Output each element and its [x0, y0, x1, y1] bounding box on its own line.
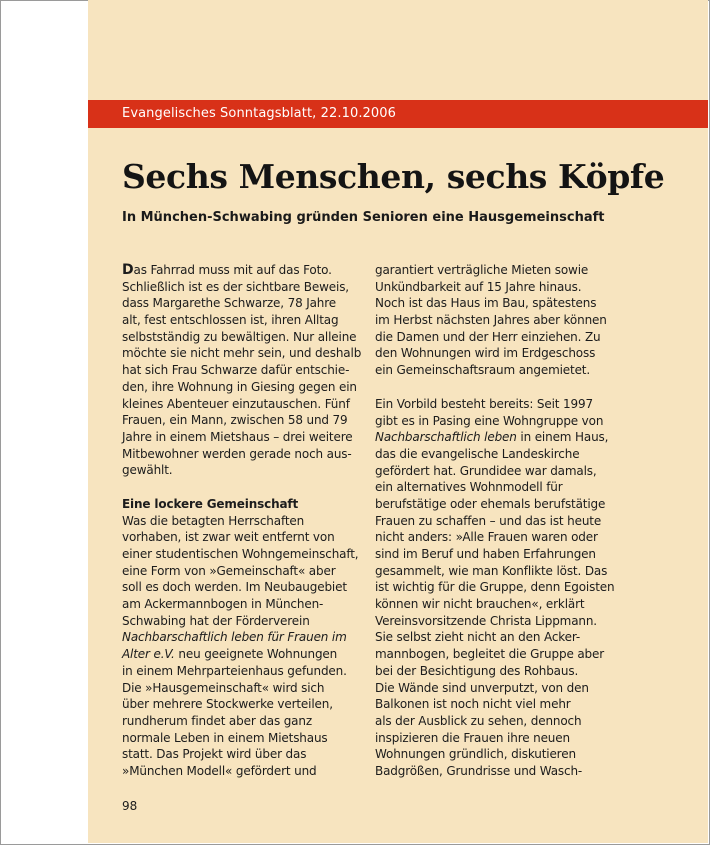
text-line [375, 429, 620, 446]
text-line: Frauen, ein Mann, zwischen 58 und 79 [122, 413, 348, 428]
text-line: Noch ist das Haus im Bau, spätestens [375, 296, 597, 311]
text-line: können wir nicht brauchen«, erklärt [375, 597, 585, 612]
text-line: Was die betagten Herrschaften [122, 513, 305, 528]
text-line: Sie selbst zieht nicht an den Acker- [375, 630, 581, 645]
paragraph-gap [122, 479, 360, 496]
text-line: über mehrere Stockwerke verteilen, [122, 697, 333, 712]
text-line: soll es doch werden. Im Neubaugebiet [122, 580, 347, 595]
right-column [375, 262, 620, 780]
text-line [122, 262, 360, 279]
text-line: inspizieren die Frauen ihre neuen [375, 730, 570, 745]
article-subtitle: In München-Schwabing gründen Senioren eine Hausgemeinschaft [122, 210, 605, 225]
text-line: Mitbewohner werden gerade noch aus- [122, 446, 352, 461]
text-line: in einem Mehrparteienhaus gefunden. [122, 663, 347, 678]
text-line: mannbogen, begleitet die Gruppe aber [375, 647, 605, 662]
text-line: das die evangelische Landeskirche [375, 446, 580, 461]
text-line: sind im Beruf und haben Erfahrungen [375, 547, 596, 561]
text-line: Balkonen ist noch nicht viel mehr [375, 697, 571, 712]
text-line-italic: Nachbarschaftlich leben für Frauen im [122, 630, 347, 645]
text-line: rundherum findet aber das ganz [122, 713, 312, 728]
article-title: Sechs Menschen, sechs Köpfe [122, 157, 665, 196]
text-line-rest: in einem Haus, [516, 430, 609, 445]
text-line: die Damen und der Herr einziehen. Zu [375, 329, 601, 344]
italic-fragment: Nachbarschaftlich leben [375, 430, 517, 445]
drop-cap: D [122, 262, 134, 278]
text-line: ein Gemeinschaftsraum angemietet. [375, 363, 591, 378]
source-banner-text: Evangelisches Sonntagsblatt, 22.10.2006 [122, 106, 397, 121]
text-line: Vereinsvorsitzende Christa Lippmann. [375, 613, 597, 628]
text-line: alt, fest entschlossen ist, ihren Alltag [122, 313, 339, 328]
left-column [122, 262, 360, 780]
text-line: Wohnungen gründlich, diskutieren [375, 747, 576, 762]
section-heading: Eine lockere Gemeinschaft [122, 496, 299, 511]
text-line: Badgrößen, Grundrisse und Wasch- [375, 763, 583, 778]
text-line: gesammelt, wie man Konflikte löst. Das [375, 563, 608, 578]
text-line: bei der Besichtigung des Rohbaus. [375, 663, 579, 678]
text-line: Ein Vorbild besteht bereits: Seit 1997 [375, 396, 593, 411]
text-line: selbstständig zu bewältigen. Nur alleine [122, 329, 357, 344]
text-line: »München Modell« gefördert und [122, 763, 317, 778]
text-line: statt. Das Projekt wird über das [122, 747, 307, 762]
text-line: vorhaben, ist zwar weit entfernt von [122, 530, 335, 545]
text-line: möchte sie nicht mehr sein, und deshalb [122, 346, 362, 361]
text-line: den, ihre Wohnung in Giesing gegen ein [122, 379, 357, 394]
text-line: kleines Abenteuer einzutauschen. Fünf [122, 396, 350, 411]
text-line: den Wohnungen wird im Erdgeschoss [375, 346, 596, 361]
text-line-rest: as Fahrrad muss mit auf das Foto. [133, 263, 332, 277]
text-line: Schließlich ist es der sichtbare Beweis, [122, 279, 349, 294]
text-line: ein alternatives Wohnmodell für [375, 480, 563, 495]
text-line: im Herbst nächsten Jahres aber können [375, 313, 607, 328]
text-line: eine Form von »Gemeinschaft« aber [122, 563, 336, 578]
text-line: Die Wände sind unverputzt, von den [375, 680, 589, 695]
text-line: gefördert hat. Grundidee war damals, [375, 463, 597, 478]
text-line: hat sich Frau Schwarze dafür entschie- [122, 363, 350, 378]
text-line: am Ackermannbogen in München- [122, 597, 324, 612]
text-line: als der Ausblick zu sehen, dennoch [375, 713, 582, 728]
text-line: normale Leben in einem Mietshaus [122, 730, 328, 745]
text-line: gibt es in Pasing eine Wohngruppe von [375, 413, 604, 428]
text-line: Schwabing hat der Förderverein [122, 613, 310, 628]
text-line: Unkündbarkeit auf 15 Jahre hinaus. [375, 279, 582, 294]
italic-fragment: Alter e.V. [122, 647, 175, 662]
text-line: dass Margarethe Schwarze, 78 Jahre [122, 296, 337, 311]
text-line: ist wichtig für die Gruppe, denn Egoisten [375, 580, 615, 595]
text-line: nicht anders: »Alle Frauen waren oder [375, 530, 598, 545]
text-line: gewählt. [122, 463, 173, 478]
text-line [122, 646, 360, 663]
text-line: Die »Hausgemeinschaft« wird sich [122, 680, 325, 695]
text-line: einer studentischen Wohngemeinschaft, [122, 547, 359, 561]
paragraph-gap [375, 379, 620, 396]
text-line: Frauen zu schaffen – und das ist heute [375, 513, 602, 528]
text-line: Jahre in einem Mietshaus – drei weitere [122, 429, 353, 444]
text-line: garantiert verträgliche Mieten sowie [375, 263, 589, 277]
text-line: berufstätige oder ehemals berufstätige [375, 496, 606, 511]
page-number: 98 [122, 799, 138, 813]
text-line-rest: neu geeignete Wohnungen [174, 647, 338, 662]
